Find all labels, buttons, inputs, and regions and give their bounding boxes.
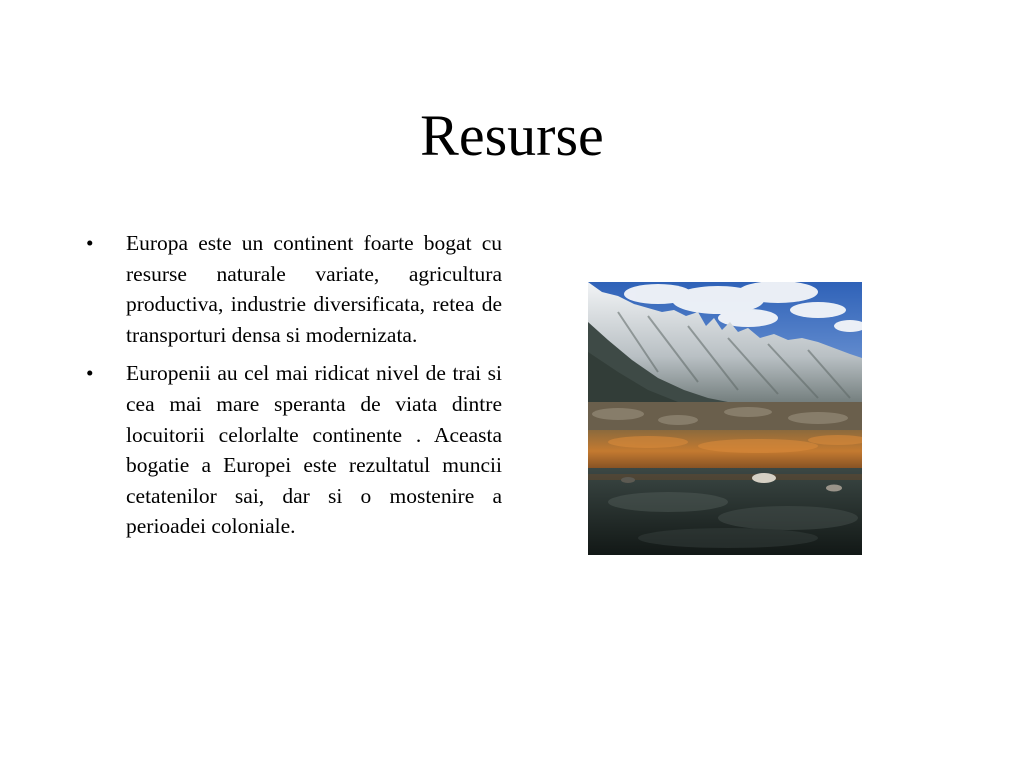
slide-title: Resurse bbox=[420, 103, 604, 168]
bullet-list bbox=[80, 228, 502, 550]
mountain-lake-photo bbox=[588, 282, 862, 555]
bullet-symbol: • bbox=[86, 361, 94, 386]
bullet-symbol: • bbox=[86, 231, 94, 255]
mountain-landscape-image bbox=[588, 282, 862, 555]
bullet-item bbox=[80, 228, 502, 350]
bullet-text: Europa este un continent foarte bogat cu resurse naturale variate, agricultura productiva, industrie diversificata, retea de transporturi densa si modernizata. bbox=[126, 231, 502, 347]
bullet-text: Europenii au cel mai ridicat nivel de trai si cea mai mare speranta de viata dintre locuitorii celorlalte continente . Aceasta bogatie a Europei este rezultatul muncii cetatenilor sai, dar si o mostenire a perioadei coloniale. bbox=[126, 361, 502, 539]
bullet-item bbox=[80, 358, 502, 542]
